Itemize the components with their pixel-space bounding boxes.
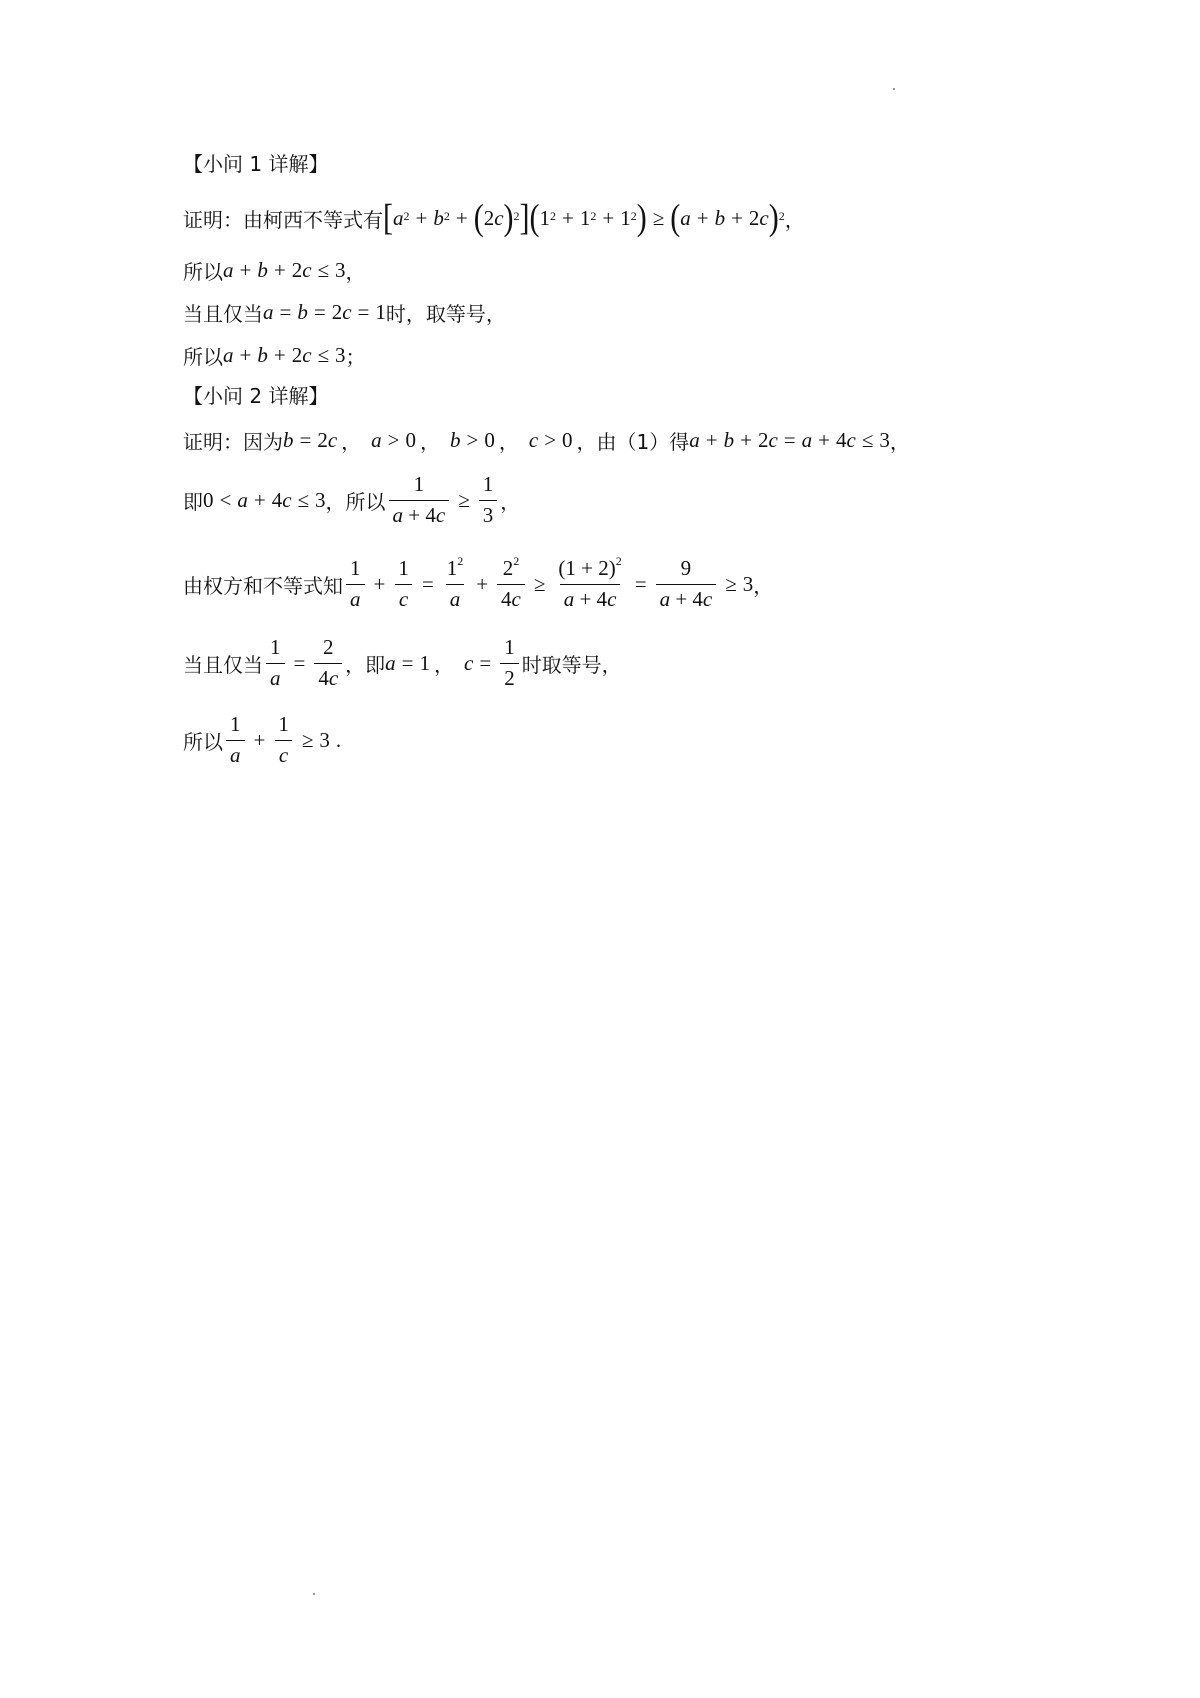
line8-c-value: c = $\frac{1}{2}$ [464, 636, 522, 689]
proof-line-4 [183, 339, 366, 371]
line4-suffix: ； [345, 344, 366, 369]
proof-line-9 [183, 710, 341, 770]
line1-prefix: 证明：由柯西不等式有 [183, 207, 383, 232]
proof-line-1 [183, 196, 805, 240]
line4-formula: a + b + 2 c ≤ 3 [223, 342, 346, 367]
line4-prefix: 所以 [183, 344, 223, 369]
line9-suffix: . [335, 727, 342, 752]
line5-formula: a + b + 2 c = a + 4 c ≤ 3 [689, 427, 890, 452]
line2-prefix: 所以 [183, 259, 223, 284]
line1-suffix: ， [784, 207, 805, 232]
line9-conclusion: $\frac{1}{a}$ + $\frac{1}{c}$ ≥ 3 [223, 713, 330, 766]
line6-range: 0 < a + 4 c ≤ 3 [203, 487, 326, 512]
proof-line-7 [183, 552, 773, 616]
scan-speck-bottom [313, 1593, 315, 1595]
line8-suffix: 时取等号， [521, 652, 622, 677]
line6-suffix: ， [500, 489, 521, 514]
line5-sep-3: ， [498, 429, 519, 454]
section-heading-1 [183, 147, 328, 177]
line5-b-positive: b > 0 [450, 427, 495, 452]
line7-prefix: 由权方和不等式知 [183, 573, 343, 598]
weighted-power-sum-formula: $\frac{1}{a}$ + $\frac{1}{c}$ = $\frac{1^2}{a}$ + $\frac{2^2}{4c}$ ≥ $\frac{(1 + 2)^2}{a + 4c}$ = $\frac{9}{a + 4c}$ ≥ 3 [343, 557, 753, 610]
line8-equality-condition: $\frac{1}{a}$ = $\frac{2}{4c}$ [263, 636, 345, 689]
line6-formula: $\frac{1}{a + 4c}$ ≥ $\frac{1}{3}$ [386, 473, 501, 526]
line8-mid: ，即 [345, 652, 386, 677]
line2-suffix: ， [345, 259, 366, 284]
line5-a-positive: a > 0 [371, 427, 417, 452]
section-heading-2 [183, 379, 328, 409]
line3-prefix: 当且仅当 [183, 301, 263, 326]
proof-line-5 [183, 424, 910, 456]
line3-formula: a = b = 2 c = 1 [263, 299, 386, 324]
line2-formula: a + b + 2 c ≤ 3 [223, 257, 346, 282]
scan-speck-top [893, 88, 895, 90]
line5-c-positive: c > 0 [528, 427, 573, 452]
line5-prefix: 证明：因为 [183, 429, 283, 454]
proof-line-3 [183, 296, 506, 328]
line3-suffix: 时，取等号， [385, 301, 506, 326]
line5-sep-1: ， [341, 429, 362, 454]
line5-suffix: ， [889, 429, 910, 454]
line8-sep: ， [434, 652, 455, 677]
line8-prefix: 当且仅当 [183, 652, 263, 677]
proof-line-6 [183, 472, 520, 528]
line5-given: b = 2 c [283, 427, 338, 452]
line7-suffix: ， [753, 573, 774, 598]
proof-line-2 [183, 254, 366, 286]
proof-line-8 [183, 633, 622, 693]
line9-prefix: 所以 [183, 729, 223, 754]
line5-mid: ，由（1）得 [576, 429, 690, 454]
section-heading-1-text: 【小问 1 详解】 [183, 151, 329, 176]
line6-prefix: 即 [183, 489, 203, 514]
cauchy-inequality-formula: [ a $^2$ + b $^2$ + ( 2 c ) $^2$ ] ( 1 $^2$ + 1 $^2$ + 1 $^2$ ) ≥ ( a + b + 2 c ) $^2$ [383, 196, 785, 238]
line5-sep-2: ， [420, 429, 441, 454]
line8-a-value: a = 1 [385, 650, 431, 675]
section-heading-2-text: 【小问 2 详解】 [183, 383, 329, 408]
line6-mid: ，所以 [325, 489, 386, 514]
